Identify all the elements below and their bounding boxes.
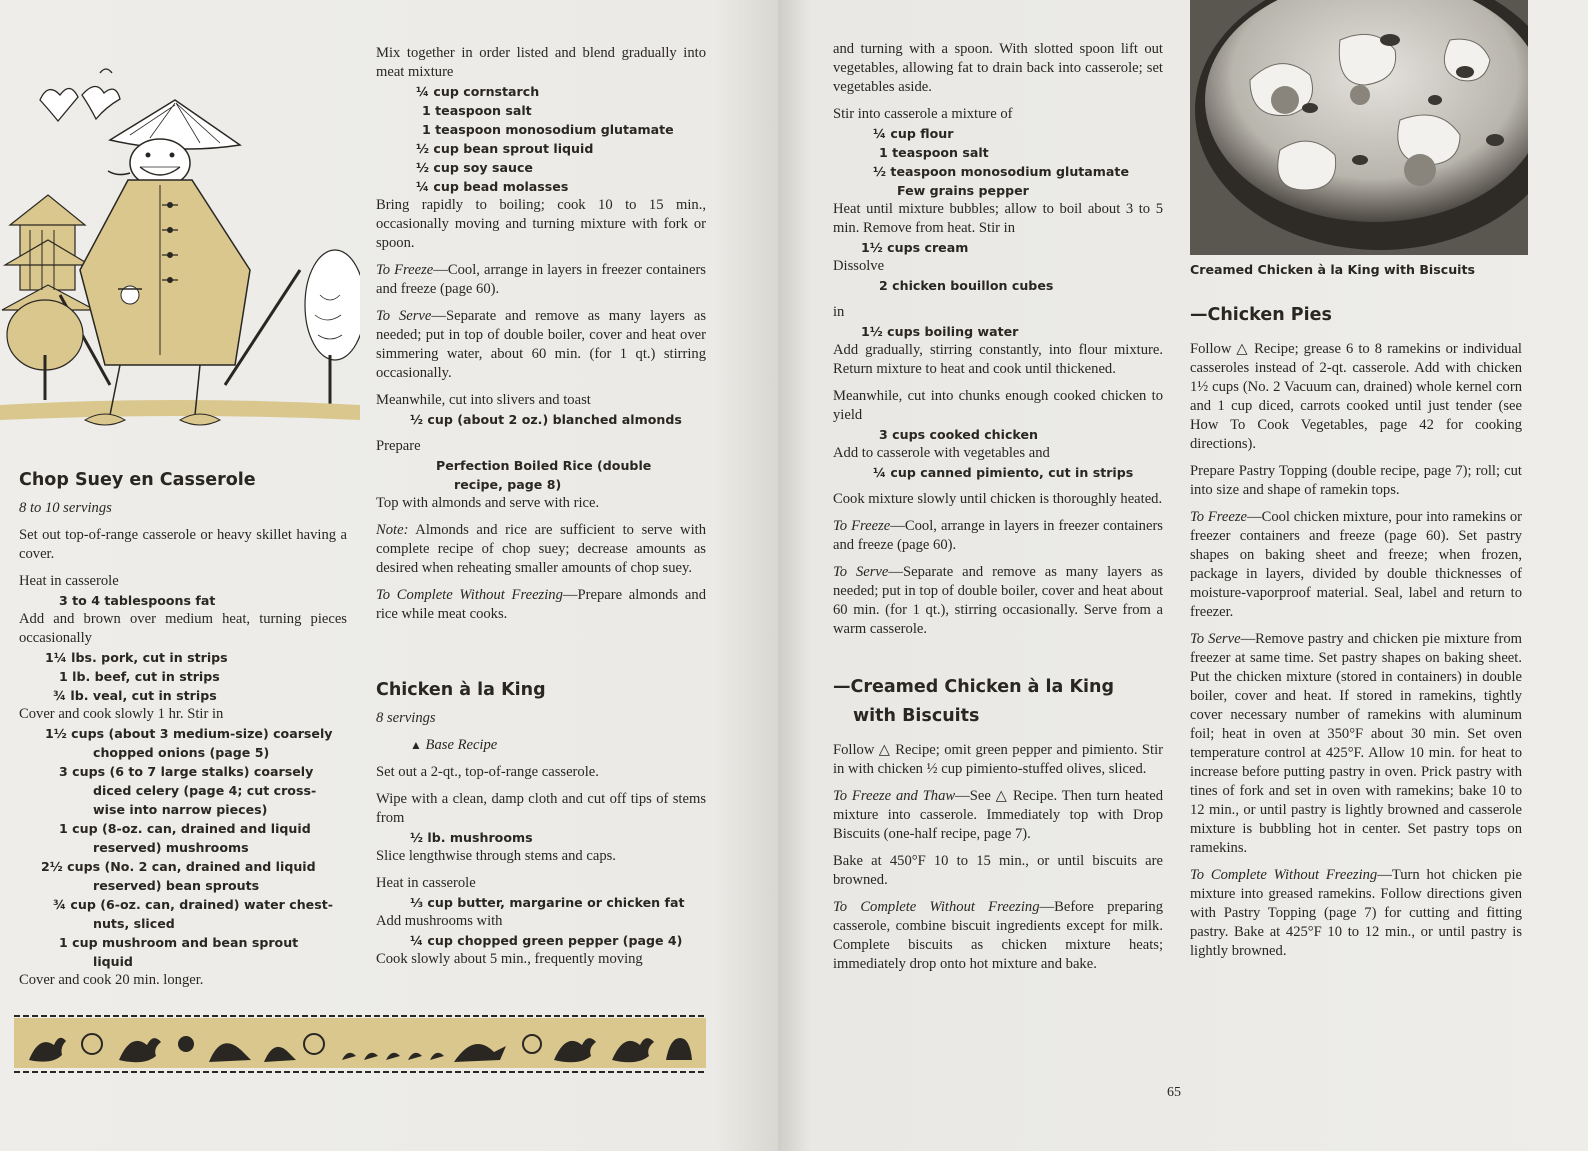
- ingredient: Few grains pepper: [897, 183, 1029, 198]
- ingredient: ¼ cup flour: [873, 126, 954, 141]
- serve-text: —Separate and remove as many layers as needed; put in top of double boiler, cover and heat about 60 min. (for 1 qt.), stirring occasionally. Serve from a warm casserole.: [833, 564, 1163, 637]
- step: Add mushrooms with: [376, 913, 503, 929]
- creamed-chicken-photo: [1190, 0, 1528, 255]
- ingredient: wise into narrow pieces): [93, 802, 268, 817]
- ingredient: 1½ cups cream: [861, 240, 969, 255]
- freeze-label: To Freeze: [1190, 509, 1247, 525]
- complete-label: To Complete Without Freezing: [1190, 867, 1378, 883]
- complete-text: —Turn hot chicken pie mixture into greased ramekins. Follow directions given with Pastry Topping (page 7) for cutting and fitting pastry. Bake at 425°F 10 to 12 min., or until pastry is lightly browned.: [1190, 867, 1522, 959]
- complete-text: —Prepare almonds and rice while meat cooks.: [376, 587, 706, 622]
- step: Add to casserole with vegetables and: [833, 445, 1050, 461]
- step: Mix together in order listed and blend gradually into meat mixture: [376, 45, 706, 80]
- rooster-border-decoration: [14, 1012, 706, 1076]
- step: and turning with a spoon. With slotted spoon lift out vegetables, allowing fat to drain back into casserole; set vegetables aside.: [833, 41, 1163, 95]
- step: Cover and cook 20 min. longer.: [19, 972, 204, 988]
- serve-label: To Serve: [833, 564, 889, 580]
- step: Bake at 450°F 10 to 15 min., or until biscuits are browned.: [833, 853, 1163, 888]
- step: Set out top-of-range casserole or heavy skillet having a cover.: [19, 527, 347, 562]
- step: Slice lengthwise through stems and caps.: [376, 848, 616, 864]
- chicken-pies-column: [1190, 260, 1522, 969]
- serve-text: —Separate and remove as many layers as needed; put in top of double boiler, cover and heat over simmering water, about 60 min. (for 1 qt.) stirring occasionally.: [376, 308, 706, 381]
- ingredient: 3 cups (6 to 7 large stalks) coarsely: [59, 764, 314, 779]
- ingredient: 3 to 4 tablespoons fat: [59, 593, 216, 608]
- step: Prepare Pastry Topping (double recipe, page 7); roll; cut into size and shape of ramekin tops.: [1190, 463, 1522, 498]
- complete-instructions: [376, 586, 706, 624]
- chop-suey-column: [19, 470, 347, 990]
- serve-label: To Serve: [1190, 631, 1241, 647]
- recipe-title-creamed-chicken-line2: with Biscuits: [853, 706, 980, 726]
- complete-label: To Complete Without Freezing: [833, 899, 1040, 915]
- ingredient: ¼ cup canned pimiento, cut in strips: [873, 465, 1134, 480]
- step: Meanwhile, cut into slivers and toast: [376, 392, 591, 408]
- step: Set out a 2-qt., top-of-range casserole.: [376, 764, 599, 780]
- step: Heat until mixture bubbles; allow to boil about 3 to 5 min. Remove from heat. Stir in: [833, 201, 1163, 236]
- photo-caption: Creamed Chicken à la King with Biscuits: [1190, 262, 1475, 277]
- serve-label: To Serve: [376, 308, 432, 324]
- freeze-instructions: [376, 261, 706, 299]
- step: Wipe with a clean, damp cloth and cut off tips of stems from: [376, 791, 706, 826]
- base-recipe-text: Base Recipe: [425, 737, 498, 753]
- ingredient: 1¼ lbs. pork, cut in strips: [45, 650, 228, 665]
- ingredient: 1 cup (8-oz. can, drained and liquid: [59, 821, 311, 836]
- chop-suey-continued-column: [376, 44, 706, 969]
- step: Add and brown over medium heat, turning pieces occasionally: [19, 611, 347, 646]
- step: Add gradually, stirring constantly, into flour mixture. Return mixture to heat and cook until thickened.: [833, 342, 1163, 377]
- ingredient: 1½ cups (about 3 medium-size) coarsely: [45, 726, 333, 741]
- ingredient: chopped onions (page 5): [93, 745, 270, 760]
- freeze-thaw-instructions: [833, 787, 1163, 844]
- ingredient: 1 cup mushroom and bean sprout: [59, 935, 299, 950]
- freeze-instructions: [1190, 508, 1522, 622]
- ingredient: ¼ cup bead molasses: [416, 179, 569, 194]
- serve-text: —Remove pastry and chicken pie mixture from freezer at same time. Set pastry shapes on baking sheet. Put the chicken mixture (stored in containers) in double boiler, cover and heat. If stored in ramekins, tightly cover necessary number of ramekins with aluminum foil; heat in oven at 350°F about 30 min. Set oven temperature control at 425°F. Allow 10 min. for heat to increase before putting pastry in oven. Prick pastry with tines of fork and set in oven with ramekins; bake 10 to 12 min., or until pastry is lightly browned and casserole mixture is bubbling hot in center. Set pastry tops on ramekins.: [1190, 631, 1522, 856]
- ingredient: ½ cup bean sprout liquid: [416, 141, 594, 156]
- freeze-label: To Freeze: [833, 518, 891, 534]
- step: Cook mixture slowly until chicken is thoroughly heated.: [833, 491, 1163, 507]
- base-recipe-label: [410, 736, 706, 755]
- step: Follow △ Recipe; grease 6 to 8 ramekins or individual casseroles instead of 2-qt. casserole. Add with chicken 1½ cups (No. 2 Vacuum can, drained) whole kernel corn and 1 cup diced, carrots cooked until just tender (see How To Cook Vegetables, page 42 for cooking directions).: [1190, 341, 1522, 452]
- ingredient: 1 teaspoon salt: [422, 103, 532, 118]
- ingredient: 1 lb. beef, cut in strips: [59, 669, 220, 684]
- step: Heat in casserole: [376, 875, 476, 891]
- ingredient: ⅓ cup butter, margarine or chicken fat: [410, 895, 685, 910]
- freeze-text: —Cool chicken mixture, pour into ramekins or freezer containers and freeze (page 60). Set pastry shapes on baking sheet and freeze; when frozen, package in layers, divided by double thicknesses of moisture-vaporproof material. Seal, label and return to freezer.: [1190, 509, 1523, 620]
- freeze-label: To Freeze: [376, 262, 434, 278]
- step: in: [833, 304, 845, 320]
- step: Top with almonds and serve with rice.: [376, 495, 600, 511]
- step: Prepare: [376, 438, 421, 454]
- ingredient: ½ lb. mushrooms: [410, 830, 533, 845]
- note: [376, 521, 706, 578]
- step: Dissolve: [833, 258, 885, 274]
- right-page: [778, 0, 1588, 1151]
- ingredient: recipe, page 8): [454, 477, 562, 492]
- ingredient: ¼ cup chopped green pepper (page 4): [410, 933, 683, 948]
- freeze-thaw-text: —See △ Recipe. Then turn heated mixture into casserole. Immediately top with Drop Biscuits (one-half recipe, page 7).: [833, 788, 1163, 842]
- complete-text: —Before preparing casserole, combine biscuit ingredients except for milk. Complete biscuits as chicken mixture heats; immediately drop onto hot mixture and bake.: [833, 899, 1163, 972]
- note-text: Almonds and rice are sufficient to serve with complete recipe of chop suey; decrease amounts as desired when reheating smaller amounts of chop suey.: [376, 522, 706, 576]
- serve-instructions: [833, 563, 1163, 639]
- step: Stir into casserole a mixture of: [833, 106, 1013, 122]
- serve-instructions: [376, 307, 706, 383]
- freeze-thaw-label: To Freeze and Thaw: [833, 788, 956, 804]
- servings: 8 servings: [376, 710, 436, 726]
- step: Meanwhile, cut into chunks enough cooked chicken to yield: [833, 388, 1163, 423]
- step: Cook slowly about 5 min., frequently moving: [376, 951, 643, 967]
- ingredient: ½ cup (about 2 oz.) blanched almonds: [410, 412, 682, 427]
- step: Follow △ Recipe; omit green pepper and pimiento. Stir in with chicken ½ cup pimiento-stuffed olives, sliced.: [833, 742, 1163, 777]
- freeze-text: —Cool, arrange in layers in freezer containers and freeze (page 60).: [376, 262, 706, 297]
- ingredient: diced celery (page 4; cut cross-: [93, 783, 317, 798]
- recipe-title-creamed-chicken: —Creamed Chicken à la King: [833, 677, 1114, 697]
- ingredient: Perfection Boiled Rice (double: [436, 458, 652, 473]
- recipe-title-chicken-pies: —Chicken Pies: [1190, 305, 1332, 325]
- ingredient: ¾ lb. veal, cut in strips: [53, 688, 217, 703]
- ingredient: 3 cups cooked chicken: [879, 427, 1038, 442]
- ingredient: ¼ cup cornstarch: [416, 84, 540, 99]
- ingredient: liquid: [93, 954, 133, 969]
- ingredient: ¾ cup (6-oz. can, drained) water chest-: [53, 897, 333, 912]
- recipe-title-chop-suey: Chop Suey en Casserole: [19, 470, 256, 490]
- ingredient: 2 chicken bouillon cubes: [879, 278, 1054, 293]
- ingredient: 2½ cups (No. 2 can, drained and liquid: [41, 859, 316, 874]
- ingredient: 1 teaspoon salt: [879, 145, 989, 160]
- ingredient: 1½ cups boiling water: [861, 324, 1019, 339]
- step: Bring rapidly to boiling; cook 10 to 15 min., occasionally moving and turning mixture with fork or spoon.: [376, 197, 706, 251]
- page-number: 65: [1167, 1085, 1181, 1100]
- ingredient: ½ cup soy sauce: [416, 160, 533, 175]
- recipe-title-chicken-a-la-king: Chicken à la King: [376, 680, 546, 700]
- chicken-a-la-king-continued-column: [833, 40, 1163, 982]
- freeze-instructions: [833, 517, 1163, 555]
- left-page: [0, 0, 778, 1151]
- ingredient: 1 teaspoon monosodium glutamate: [422, 122, 674, 137]
- triangle-icon: ▲: [410, 738, 422, 752]
- ingredient: ½ teaspoon monosodium glutamate: [873, 164, 1129, 179]
- ingredient: reserved) bean sprouts: [93, 878, 260, 893]
- freeze-text: —Cool, arrange in layers in freezer containers and freeze (page 60).: [833, 518, 1163, 553]
- step: Heat in casserole: [19, 573, 119, 589]
- servings: 8 to 10 servings: [19, 500, 112, 516]
- ingredient: reserved) mushrooms: [93, 840, 249, 855]
- complete-instructions: [833, 898, 1163, 974]
- chinese-man-illustration: [0, 55, 360, 455]
- serve-instructions: [1190, 630, 1522, 858]
- complete-instructions: [1190, 866, 1522, 961]
- note-label: Note:: [376, 522, 409, 538]
- step: Cover and cook slowly 1 hr. Stir in: [19, 706, 224, 722]
- ingredient: nuts, sliced: [93, 916, 175, 931]
- complete-label: To Complete Without Freezing: [376, 587, 563, 603]
